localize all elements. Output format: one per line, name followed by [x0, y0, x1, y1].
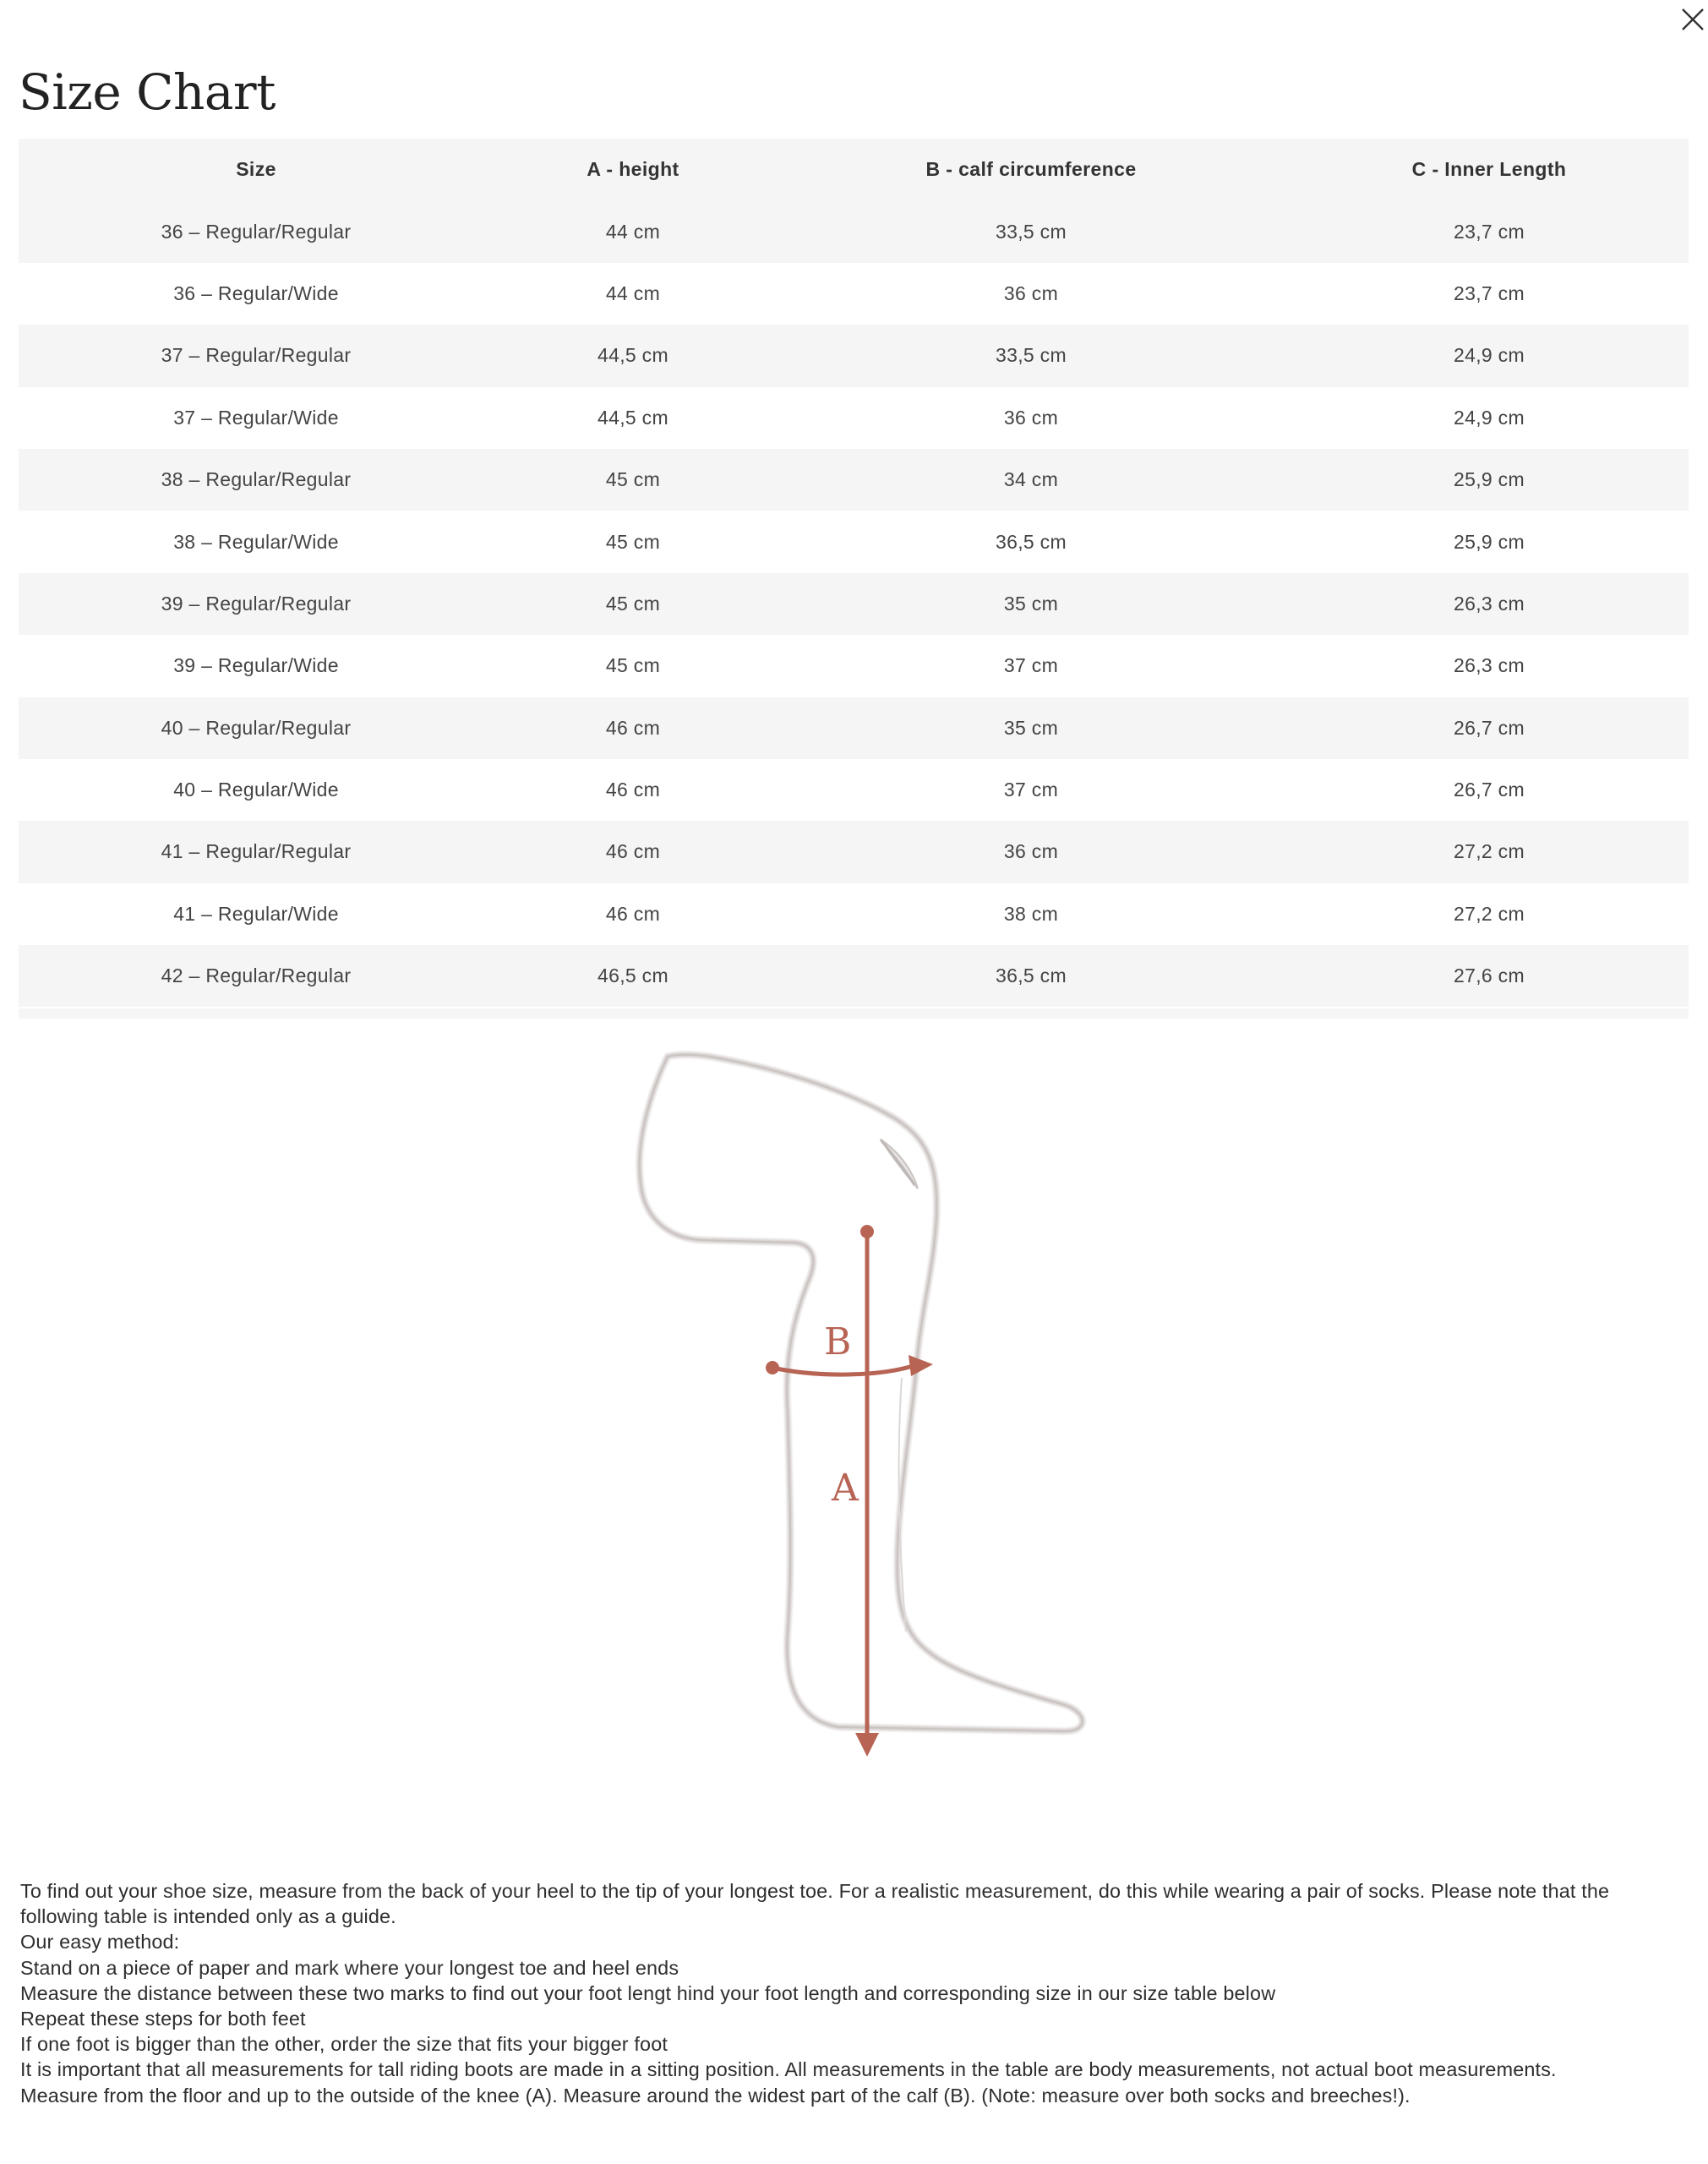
cell-inner-length: 26,7 cm	[1454, 779, 1525, 801]
table-row	[19, 200, 1689, 262]
size-table	[19, 139, 1689, 1007]
cell-calf-circumference: 38 cm	[1003, 902, 1059, 925]
cell-size: 37 – Regular/Wide	[173, 406, 339, 429]
table-bottom-band	[19, 1008, 1689, 1019]
cell-inner-length: 23,7 cm	[1454, 220, 1525, 243]
cell-calf-circumference: 37 cm	[1003, 779, 1059, 801]
instruction-line: If one foot is bigger than the other, order the size that fits your bigger foot	[20, 2033, 668, 2056]
cell-calf-circumference: 35 cm	[1003, 716, 1059, 739]
cell-height: 45 cm	[605, 592, 661, 615]
cell-calf-circumference: 34 cm	[1003, 468, 1059, 491]
close-button[interactable]	[1678, 5, 1707, 34]
cell-inner-length: 25,9 cm	[1454, 468, 1525, 491]
table-row	[19, 511, 1689, 572]
header-calf-circumference: B - calf circumference	[925, 158, 1137, 181]
instruction-line: Measure the distance between these two marks to find out your foot lengt hind your foot length and corresponding size in our size table below	[20, 1981, 1276, 2004]
cell-calf-circumference: 36 cm	[1003, 281, 1059, 304]
instruction-line: Repeat these steps for both feet	[20, 2008, 306, 2030]
header-size: Size	[236, 158, 276, 181]
cell-size: 37 – Regular/Regular	[161, 344, 352, 367]
cell-size: 38 – Regular/Wide	[173, 530, 339, 553]
cell-inner-length: 27,6 cm	[1454, 965, 1525, 987]
cell-inner-length: 26,7 cm	[1454, 716, 1525, 739]
table-row	[19, 449, 1689, 511]
table-row	[19, 697, 1689, 759]
page-title: Size Chart	[19, 63, 276, 121]
cell-calf-circumference: 36 cm	[1003, 840, 1059, 863]
cell-inner-length: 26,3 cm	[1454, 654, 1525, 677]
cell-height: 46 cm	[605, 716, 661, 739]
instructions-text	[20, 1878, 1689, 2108]
cell-inner-length: 27,2 cm	[1454, 840, 1525, 863]
table-row	[19, 635, 1689, 697]
table-row	[19, 325, 1689, 386]
cell-size: 39 – Regular/Regular	[161, 592, 352, 615]
label-a: A	[832, 1467, 859, 1510]
table-row	[19, 573, 1689, 635]
cell-height: 45 cm	[605, 654, 661, 677]
instruction-line: To find out your shoe size, measure from the back of your heel to the tip of your longest toe. For a realistic measurement, do this while wearing a pair of socks. Please note that the following table is intended only as a guide.	[20, 1880, 1610, 1928]
leg-outline	[640, 1055, 1083, 1731]
cell-size: 39 – Regular/Wide	[173, 654, 339, 677]
close-icon	[1678, 5, 1707, 34]
cell-size: 41 – Regular/Regular	[161, 840, 352, 863]
cell-inner-length: 23,7 cm	[1454, 281, 1525, 304]
cell-size: 40 – Regular/Regular	[161, 716, 352, 739]
cell-height: 45 cm	[605, 468, 661, 491]
label-b: B	[824, 1320, 852, 1363]
cell-calf-circumference: 36,5 cm	[996, 965, 1067, 987]
boot-measurement-diagram	[608, 1040, 1116, 1767]
cell-calf-circumference: 36 cm	[1003, 406, 1059, 429]
cell-height: 45 cm	[605, 530, 661, 553]
cell-height: 44,5 cm	[598, 406, 668, 429]
cell-height: 44,5 cm	[598, 344, 668, 367]
header-inner-length: C - Inner Length	[1411, 158, 1567, 181]
table-row	[19, 387, 1689, 449]
cell-inner-length: 24,9 cm	[1454, 406, 1525, 429]
cell-inner-length: 24,9 cm	[1454, 344, 1525, 367]
cell-calf-circumference: 33,5 cm	[996, 220, 1067, 243]
cell-height: 44 cm	[605, 281, 661, 304]
table-header-row	[19, 139, 1689, 200]
cell-size: 36 – Regular/Regular	[161, 220, 352, 243]
cell-size: 38 – Regular/Regular	[161, 468, 352, 491]
instruction-line: It is important that all measurements for tall riding boots are made in a sitting position. All measurements in the table are body measurements, not actual boot measurements.	[20, 2058, 1557, 2081]
cell-size: 42 – Regular/Regular	[161, 965, 352, 987]
instruction-line: Measure from the floor and up to the outside of the knee (A). Measure around the widest part of the calf (B). (Note: measure over both socks and breeches!).	[20, 2084, 1411, 2107]
instruction-line: Our easy method:	[20, 1931, 180, 1954]
table-row	[19, 821, 1689, 883]
cell-height: 46,5 cm	[598, 965, 668, 987]
cell-inner-length: 26,3 cm	[1454, 592, 1525, 615]
table-row	[19, 263, 1689, 325]
cell-calf-circumference: 36,5 cm	[996, 530, 1067, 553]
cell-height: 46 cm	[605, 779, 661, 801]
instruction-line: Stand on a piece of paper and mark where your longest toe and heel ends	[20, 1956, 679, 1979]
cell-height: 44 cm	[605, 220, 661, 243]
cell-size: 40 – Regular/Wide	[173, 779, 339, 801]
cell-calf-circumference: 35 cm	[1003, 592, 1059, 615]
cell-inner-length: 27,2 cm	[1454, 902, 1525, 925]
cell-height: 46 cm	[605, 902, 661, 925]
cell-height: 46 cm	[605, 840, 661, 863]
table-row	[19, 883, 1689, 945]
cell-inner-length: 25,9 cm	[1454, 530, 1525, 553]
header-height: A - height	[587, 158, 679, 181]
table-row	[19, 945, 1689, 1007]
cell-size: 36 – Regular/Wide	[173, 281, 339, 304]
table-row	[19, 759, 1689, 821]
cell-calf-circumference: 33,5 cm	[996, 344, 1067, 367]
cell-size: 41 – Regular/Wide	[173, 902, 339, 925]
cell-calf-circumference: 37 cm	[1003, 654, 1059, 677]
